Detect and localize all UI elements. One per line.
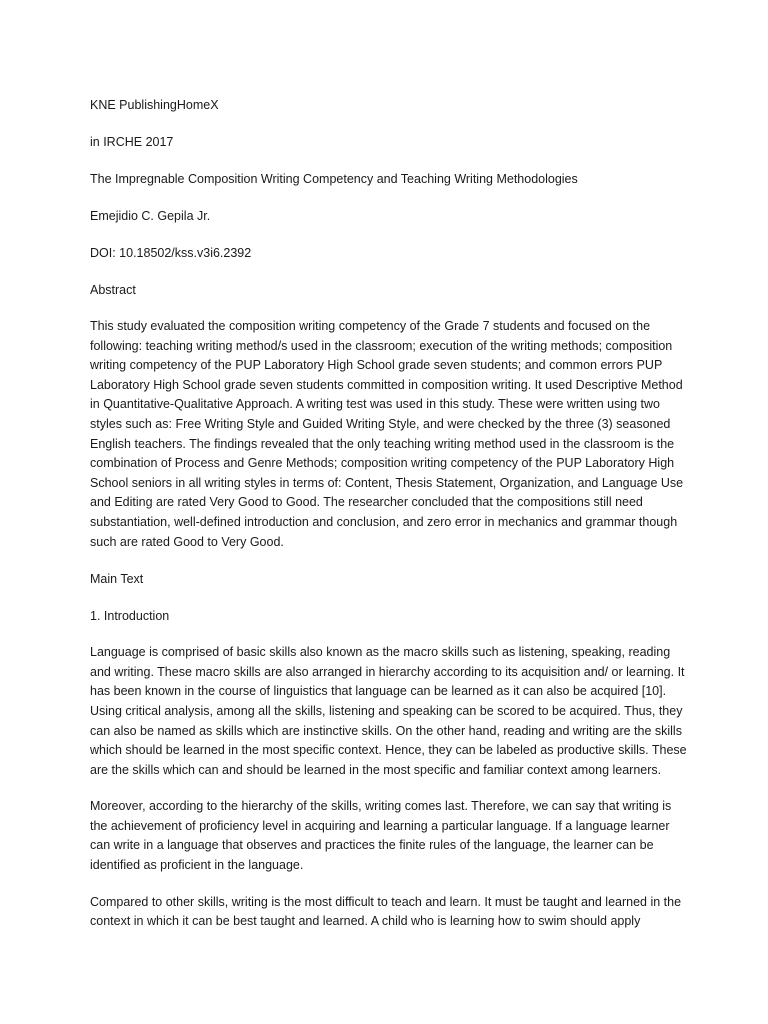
abstract-text: This study evaluated the composition writing competency of the Grade 7 students and focused on the following: teaching writing method/s used in the classroom; execution of the writing methods; composition writing competency of the PUP Laboratory High School grade seven students; and common errors PUP Laboratory High School grade seven students committed in composition writing. It used Descriptive Method in Quantitative-Qualitative Approach. A writing test was used in this study. These were written using two styles such as: Free Writing Style and Guided Writing Style, and were checked by the three (3) seasoned English teachers. The findings revealed that the only teaching writing method used in the classroom is the combination of Process and Genre Methods; composition writing competency of the PUP Laboratory High School seniors in all writing styles in terms of: Content, Thesis Statement, Organization, and Language Use and Editing are rated Very Good to Good. The researcher concluded that the compositions still need substantiation, well-defined introduction and conclusion, and zero error in mechanics and grammar though such are rated Good to Very Good. xyxy=(90,319,684,549)
main-text-heading: Main Text xyxy=(90,572,144,587)
doi-line: DOI: 10.18502/kss.v3i6.2392 xyxy=(90,246,252,260)
body-paragraph: Language is comprised of basic skills also known as the macro skills such as listening, speaking, reading and writing. These macro skills are also arranged in hierarchy according to its acquisition and/ or learning. It has been known in the course of linguistics that language can be learned as it can also be acquired [10]. Using critical analysis, among all the skills, listening and speaking can be scored to be acquired. Thus, they can also be named as skills which are instinctive skills. On the other hand, reading and writing are the skills which should be learned in the most specific context. Hence, they can be labeled as productive skills. These are the skills which can and should be learned in the most specific and familiar context among learners. xyxy=(90,645,687,777)
body-paragraph: Moreover, according to the hierarchy of the skills, writing comes last. Therefore, we can say that writing is the achievement of proficiency level in acquiring and learning a particular language. If a language learner can write in a language that observes and practices the finite rules of the language, the learner can be identified as proficient in the language. xyxy=(90,799,672,873)
body-paragraph: Compared to other skills, writing is the most difficult to teach and learn. It must be taught and learned in the context in which it can be best taught and learned. A child who is learning how to swim should apply xyxy=(90,894,682,929)
section-heading-introduction: 1. Introduction xyxy=(90,609,170,624)
publisher-line: KNE PublishingHomeX xyxy=(90,98,219,112)
author-name: Emejidio C. Gepila Jr. xyxy=(90,209,211,223)
paper-title: The Impregnable Composition Writing Competency and Teaching Writing Methodologies xyxy=(90,172,578,186)
proceedings-line: in IRCHE 2017 xyxy=(90,135,174,149)
abstract-heading: Abstract xyxy=(90,283,136,297)
